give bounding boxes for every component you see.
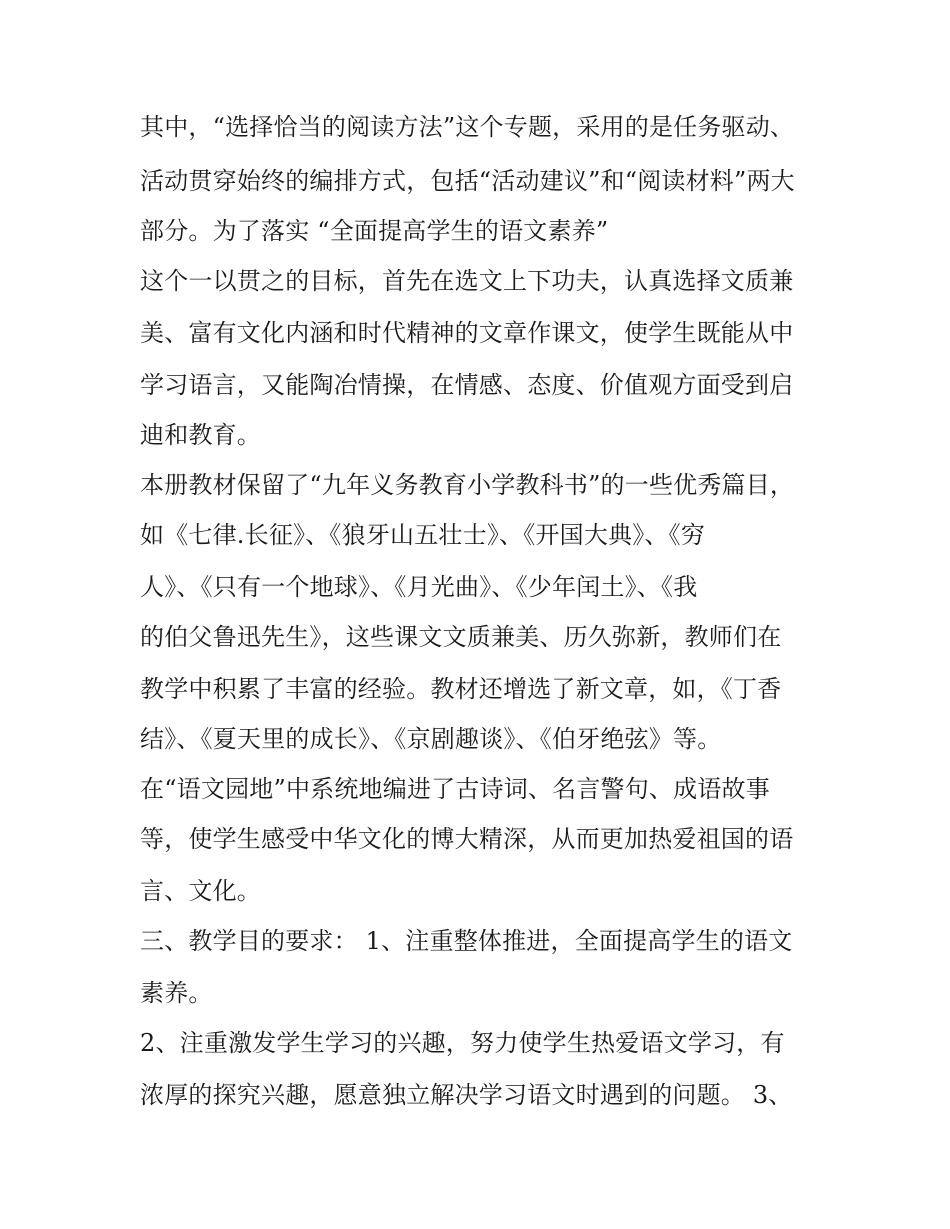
text-line: 人》、《只有一个地球》、《月光曲》、《少年闰土》、《我 <box>140 573 698 601</box>
text-line: 美、富有文化内涵和时代精神的文章作课文，使学生既能从中 <box>140 319 794 347</box>
text-line: 如《七律.长征》、《狼牙山五壮士》、《开国大典》、《穷 <box>140 521 706 549</box>
text-line: 结》、《夏天里的成长》、《京剧趣谈》、《伯牙绝弦》等。 <box>140 725 722 753</box>
text-line: 浓厚的探究兴趣，愿意独立解决学习语文时遇到的问题。 3、 <box>140 1081 793 1109</box>
text-line: 迪和教育。 <box>140 421 261 449</box>
text-line: 的伯父鲁迅先生》，这些课文文质兼美、历久弥新，教师们在 <box>140 623 782 651</box>
text-line: 本册教材保留了“九年义务教育小学教科书”的一些优秀篇目， <box>140 471 795 499</box>
text-line: 活动贯穿始终的编排方式，包括“活动建议”和“阅读材料”两大 <box>140 167 795 195</box>
text-line: 三、教学目的要求： 1、注重整体推进，全面提高学生的语文 <box>140 927 793 955</box>
text-line: 这个一以贯之的目标，首先在选文上下功夫，认真选择文质兼 <box>140 267 794 295</box>
text-line: 言、文化。 <box>140 877 261 905</box>
text-line: 其中，“选择恰当的阅读方法”这个专题，采用的是任务驱动、 <box>140 113 795 141</box>
text-line: 素养。 <box>140 979 213 1007</box>
text-line: 学习语言，又能陶冶情操，在情感、态度、价值观方面受到启 <box>140 371 794 399</box>
text-line: 教学中积累了丰富的经验。教材还增选了新文章，如，《丁香 <box>140 675 782 703</box>
text-line: 部分。为了落实 “全面提高学生的语文素养” <box>140 217 609 245</box>
text-line: 2、注重激发学生学习的兴趣，努力使学生热爱语文学习，有 <box>140 1029 785 1057</box>
text-line: 等，使学生感受中华文化的博大精深，从而更加热爱祖国的语 <box>140 825 794 853</box>
text-line: 在“语文园地”中系统地编进了古诗词、名言警句、成语故事 <box>140 775 770 803</box>
